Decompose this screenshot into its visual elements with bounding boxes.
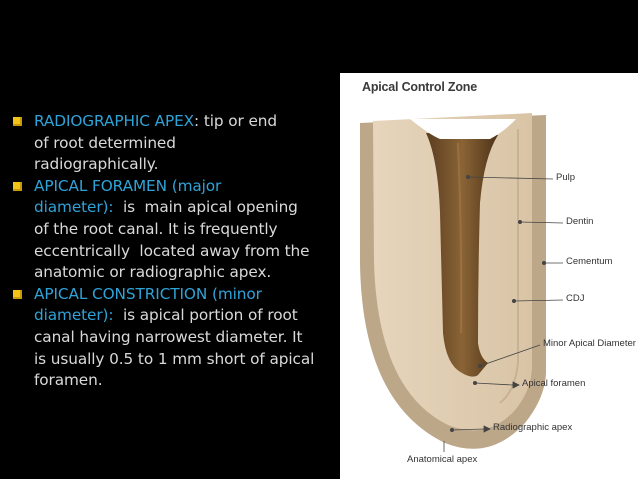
bullet-radiographic-apex bbox=[12, 111, 348, 176]
label-apical-foramen: Apical foramen bbox=[522, 378, 586, 389]
bullet-marker-icon bbox=[13, 182, 22, 191]
bullet-line: radiographically. bbox=[34, 155, 159, 174]
bullet-list bbox=[12, 111, 348, 392]
bullet-apical-foramen bbox=[12, 176, 348, 284]
bullet-line: APICAL FORAMEN (major bbox=[34, 176, 222, 195]
label-cdj: CDJ bbox=[566, 293, 585, 304]
label-anatomical-apex: Anatomical apex bbox=[407, 454, 478, 465]
label-pulp: Pulp bbox=[556, 172, 576, 183]
bullet-apical-constriction bbox=[12, 284, 348, 392]
bullet-line: eccentrically located away from the bbox=[34, 241, 310, 260]
bullet-line: APICAL CONSTRICTION (minor bbox=[34, 284, 262, 303]
bullet-line: anatomic or radiographic apex. bbox=[34, 263, 272, 282]
label-dentin: Dentin bbox=[566, 216, 594, 227]
bullet-line: RADIOGRAPHIC APEX: tip or end bbox=[34, 112, 278, 130]
bullet-marker-icon bbox=[13, 117, 22, 126]
label-radiographic-apex: Radiographic apex bbox=[493, 422, 573, 433]
apical-control-zone-figure bbox=[340, 73, 638, 479]
bullet-line: diameter): is apical portion of root bbox=[34, 306, 298, 325]
bullet-line: of the root canal. It is frequently bbox=[34, 219, 278, 238]
bullet-line: foramen. bbox=[34, 371, 103, 390]
label-minor-apical-diameter: Minor Apical Diameter bbox=[543, 338, 636, 349]
bullet-line: is usually 0.5 to 1 mm short of apical bbox=[34, 349, 315, 368]
bullet-line: diameter): is main apical opening bbox=[34, 198, 298, 217]
bullet-marker-icon bbox=[13, 290, 22, 299]
label-cementum: Cementum bbox=[566, 256, 613, 267]
figure-title: Apical Control Zone bbox=[362, 80, 477, 94]
bullet-line: canal having narrowest diameter. It bbox=[34, 327, 303, 346]
bullet-line: of root determined bbox=[34, 133, 176, 152]
tooth-diagram bbox=[340, 73, 638, 479]
